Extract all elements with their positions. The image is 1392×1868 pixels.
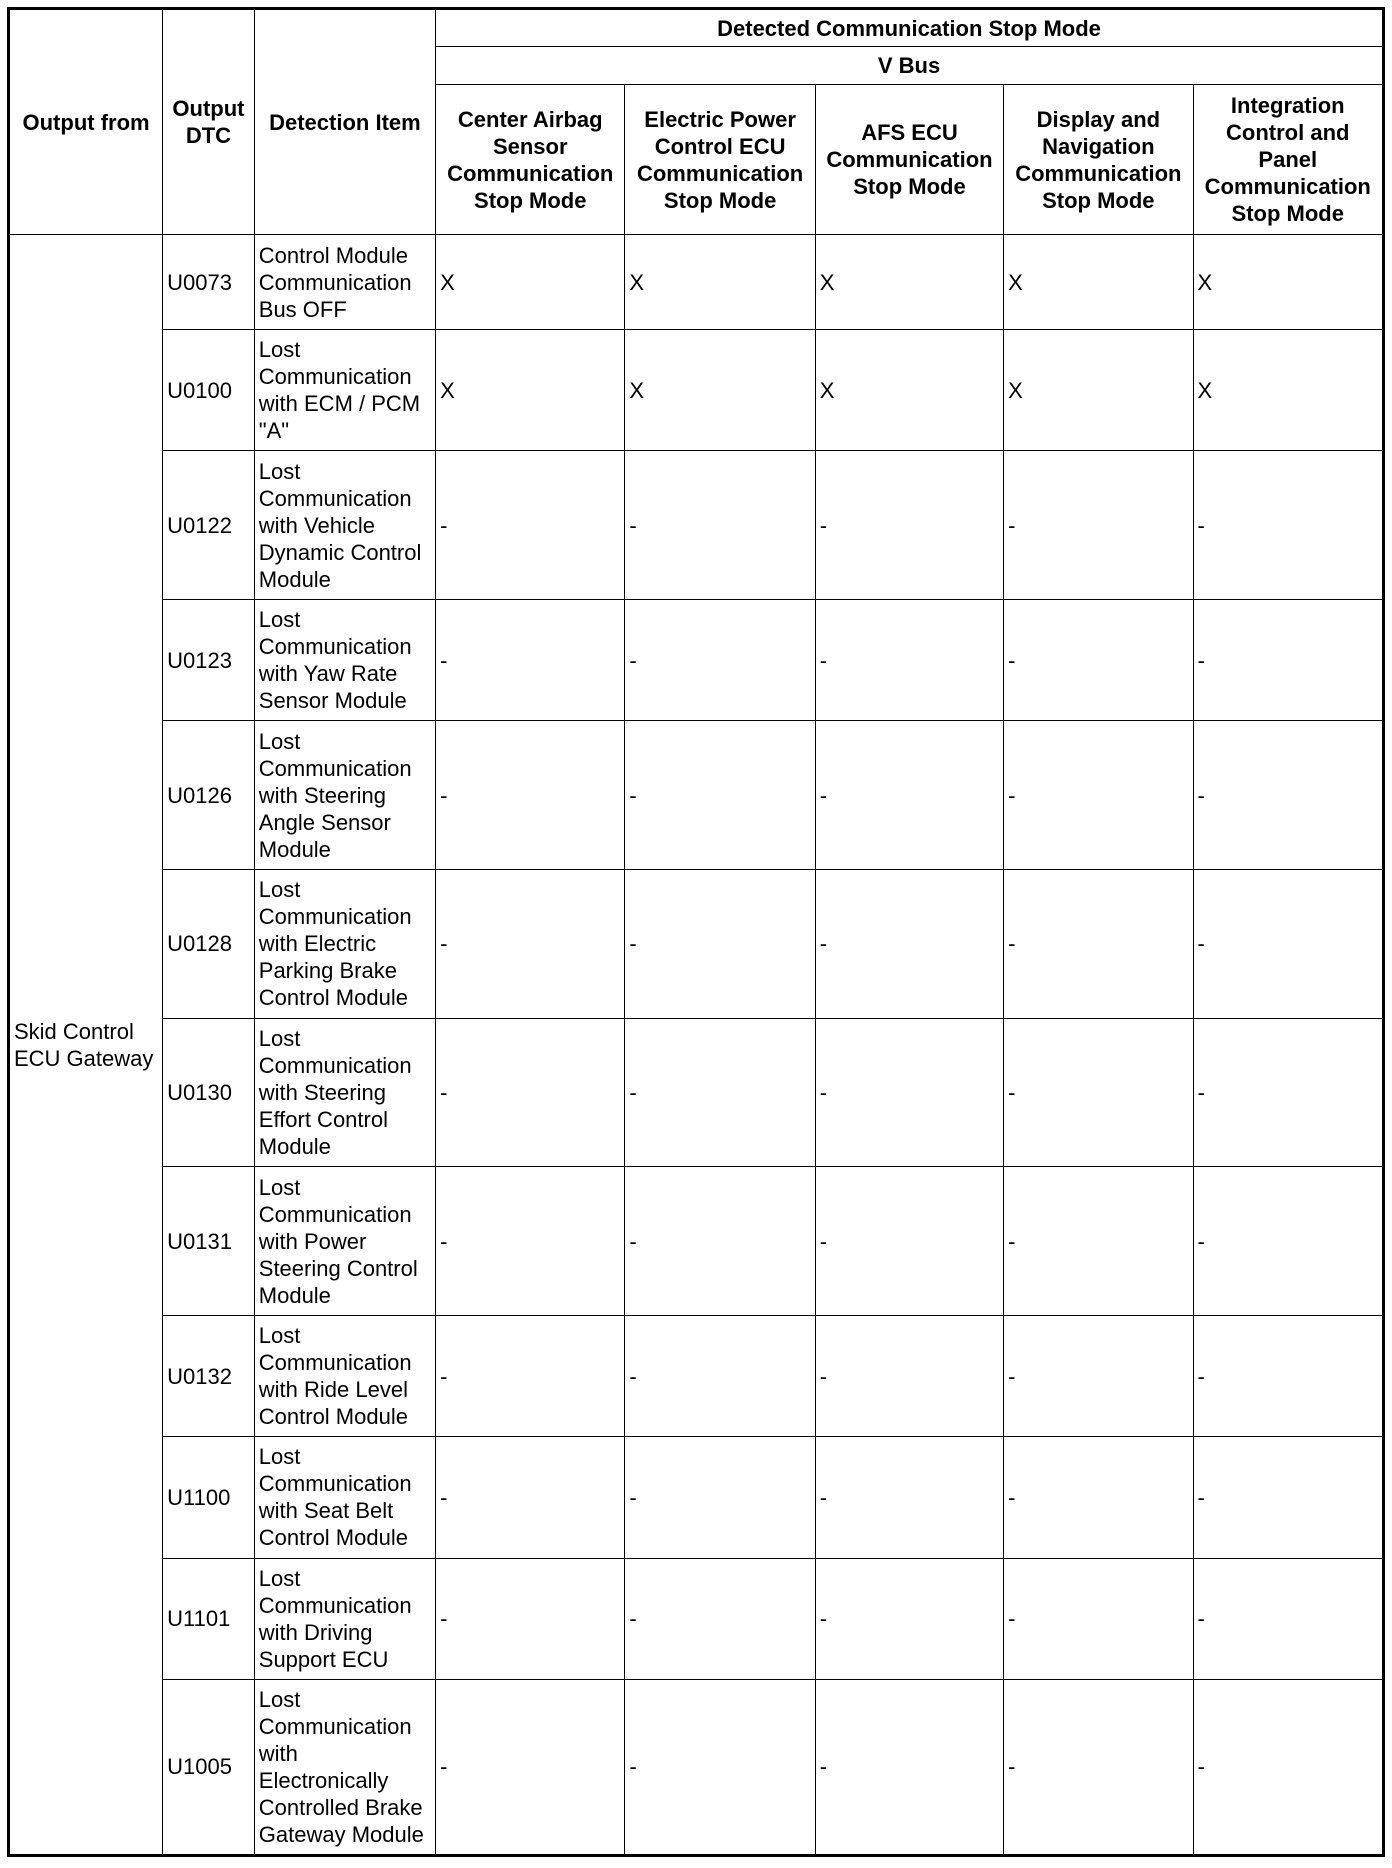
stop-mode-mark-cell: - — [1004, 1315, 1193, 1436]
stop-mode-mark-cell: X — [436, 235, 625, 330]
detection-item-cell: Lost Communication with Power Steering Control Module — [254, 1167, 435, 1316]
dtc-code-cell: U1101 — [163, 1558, 255, 1679]
stop-mode-mark-cell: - — [1193, 721, 1383, 870]
stop-mode-mark-cell: - — [1004, 1558, 1193, 1679]
stop-mode-mark-cell: - — [1004, 870, 1193, 1019]
stop-mode-mark-cell: - — [815, 870, 1003, 1019]
dtc-code-cell: U0073 — [163, 235, 255, 330]
output-from-cell: Skid Control ECU Gateway — [9, 235, 163, 1856]
stop-mode-mark-cell: - — [436, 451, 625, 600]
stop-mode-mark-cell: - — [436, 721, 625, 870]
detection-item-cell: Lost Communication with Electric Parking Brake Control Module — [254, 870, 435, 1019]
table-row — [9, 1167, 1384, 1316]
detection-item-cell: Lost Communication with Yaw Rate Sensor Module — [254, 600, 435, 721]
table-row — [9, 1437, 1384, 1558]
stop-mode-mark-cell: - — [625, 1018, 815, 1167]
stop-mode-mark-cell: - — [436, 1558, 625, 1679]
stop-mode-mark-cell: - — [436, 1315, 625, 1436]
stop-mode-mark-cell: - — [436, 1167, 625, 1316]
header-bus: V Bus — [436, 47, 1384, 85]
table-row — [9, 600, 1384, 721]
header-output-from: Output from — [9, 9, 163, 235]
stop-mode-mark-cell: - — [625, 1315, 815, 1436]
dtc-code-cell: U1100 — [163, 1437, 255, 1558]
table-row — [9, 1679, 1384, 1855]
detection-item-cell: Lost Communication with Steering Angle Sensor Module — [254, 721, 435, 870]
stop-mode-mark-cell: - — [625, 721, 815, 870]
stop-mode-mark-cell: X — [1193, 330, 1383, 451]
stop-mode-mark-cell: - — [625, 1679, 815, 1855]
header-mode-afs-ecu: AFS ECU Communication Stop Mode — [815, 85, 1003, 235]
detection-item-cell: Lost Communication with Vehicle Dynamic Control Module — [254, 451, 435, 600]
dtc-code-cell: U0100 — [163, 330, 255, 451]
stop-mode-mark-cell: - — [815, 1437, 1003, 1558]
stop-mode-mark-cell: - — [1193, 1437, 1383, 1558]
stop-mode-mark-cell: - — [815, 1018, 1003, 1167]
dtc-code-cell: U0126 — [163, 721, 255, 870]
detection-item-cell: Lost Communication with Seat Belt Control Module — [254, 1437, 435, 1558]
table-body — [9, 235, 1384, 1856]
table-row — [9, 721, 1384, 870]
stop-mode-mark-cell: - — [815, 1679, 1003, 1855]
stop-mode-mark-cell: X — [815, 235, 1003, 330]
stop-mode-mark-cell: - — [815, 1167, 1003, 1316]
stop-mode-mark-cell: - — [436, 1679, 625, 1855]
detection-item-cell: Control Module Communication Bus OFF — [254, 235, 435, 330]
detection-item-cell: Lost Communication with Steering Effort Control Module — [254, 1018, 435, 1167]
stop-mode-mark-cell: - — [625, 600, 815, 721]
header-mode-display-navigation: Display and Navigation Communication Stop Mode — [1004, 85, 1193, 235]
stop-mode-mark-cell: - — [625, 1167, 815, 1316]
stop-mode-mark-cell: - — [815, 1558, 1003, 1679]
table-row — [9, 330, 1384, 451]
detection-item-cell: Lost Communication with Ride Level Control Module — [254, 1315, 435, 1436]
stop-mode-mark-cell: X — [625, 330, 815, 451]
stop-mode-mark-cell: - — [815, 721, 1003, 870]
stop-mode-mark-cell: - — [1193, 870, 1383, 1019]
dtc-code-cell: U1005 — [163, 1679, 255, 1855]
stop-mode-mark-cell: - — [1193, 1018, 1383, 1167]
dtc-code-cell: U0131 — [163, 1167, 255, 1316]
dtc-code-cell: U0128 — [163, 870, 255, 1019]
stop-mode-mark-cell: - — [1004, 600, 1193, 721]
header-mode-electric-power: Electric Power Control ECU Communication Stop Mode — [625, 85, 815, 235]
detection-item-cell: Lost Communication with Driving Support ECU — [254, 1558, 435, 1679]
header-group: Detected Communication Stop Mode — [436, 9, 1384, 47]
stop-mode-mark-cell: - — [625, 451, 815, 600]
stop-mode-mark-cell: - — [1193, 1558, 1383, 1679]
dtc-code-cell: U0130 — [163, 1018, 255, 1167]
header-mode-integration-control: Integration Control and Panel Communication Stop Mode — [1193, 85, 1383, 235]
stop-mode-mark-cell: - — [436, 600, 625, 721]
dtc-code-cell: U0123 — [163, 600, 255, 721]
table-row — [9, 1018, 1384, 1167]
detection-item-cell: Lost Communication with Electronically Controlled Brake Gateway Module — [254, 1679, 435, 1855]
header-output-dtc: Output DTC — [163, 9, 255, 235]
detection-item-cell: Lost Communication with ECM / PCM "A" — [254, 330, 435, 451]
dtc-code-cell: U0122 — [163, 451, 255, 600]
table-row — [9, 1558, 1384, 1679]
header-mode-center-airbag: Center Airbag Sensor Communication Stop Mode — [436, 85, 625, 235]
stop-mode-mark-cell: - — [1004, 1018, 1193, 1167]
table-row — [9, 870, 1384, 1019]
stop-mode-mark-cell: - — [1004, 1679, 1193, 1855]
stop-mode-mark-cell: - — [1004, 721, 1193, 870]
stop-mode-mark-cell: X — [1193, 235, 1383, 330]
stop-mode-mark-cell: - — [436, 870, 625, 1019]
stop-mode-mark-cell: - — [815, 451, 1003, 600]
stop-mode-mark-cell: - — [1193, 600, 1383, 721]
stop-mode-mark-cell: - — [1004, 1167, 1193, 1316]
table-header — [9, 9, 1384, 235]
stop-mode-mark-cell: X — [1004, 235, 1193, 330]
table-row — [9, 451, 1384, 600]
header-detection-item: Detection Item — [254, 9, 435, 235]
table-row — [9, 235, 1384, 330]
stop-mode-mark-cell: - — [1193, 1315, 1383, 1436]
stop-mode-mark-cell: - — [1193, 1167, 1383, 1316]
stop-mode-mark-cell: - — [1004, 1437, 1193, 1558]
stop-mode-mark-cell: - — [1193, 451, 1383, 600]
table-row — [9, 1315, 1384, 1436]
stop-mode-mark-cell: - — [1004, 451, 1193, 600]
stop-mode-mark-cell: - — [436, 1437, 625, 1558]
dtc-code-cell: U0132 — [163, 1315, 255, 1436]
stop-mode-mark-cell: - — [815, 1315, 1003, 1436]
stop-mode-mark-cell: - — [625, 870, 815, 1019]
stop-mode-mark-cell: X — [436, 330, 625, 451]
stop-mode-mark-cell: - — [1193, 1679, 1383, 1855]
stop-mode-mark-cell: - — [625, 1437, 815, 1558]
stop-mode-mark-cell: X — [1004, 330, 1193, 451]
stop-mode-mark-cell: - — [436, 1018, 625, 1167]
stop-mode-mark-cell: - — [625, 1558, 815, 1679]
stop-mode-mark-cell: X — [815, 330, 1003, 451]
dtc-table — [7, 7, 1385, 1857]
stop-mode-mark-cell: - — [815, 600, 1003, 721]
stop-mode-mark-cell: X — [625, 235, 815, 330]
